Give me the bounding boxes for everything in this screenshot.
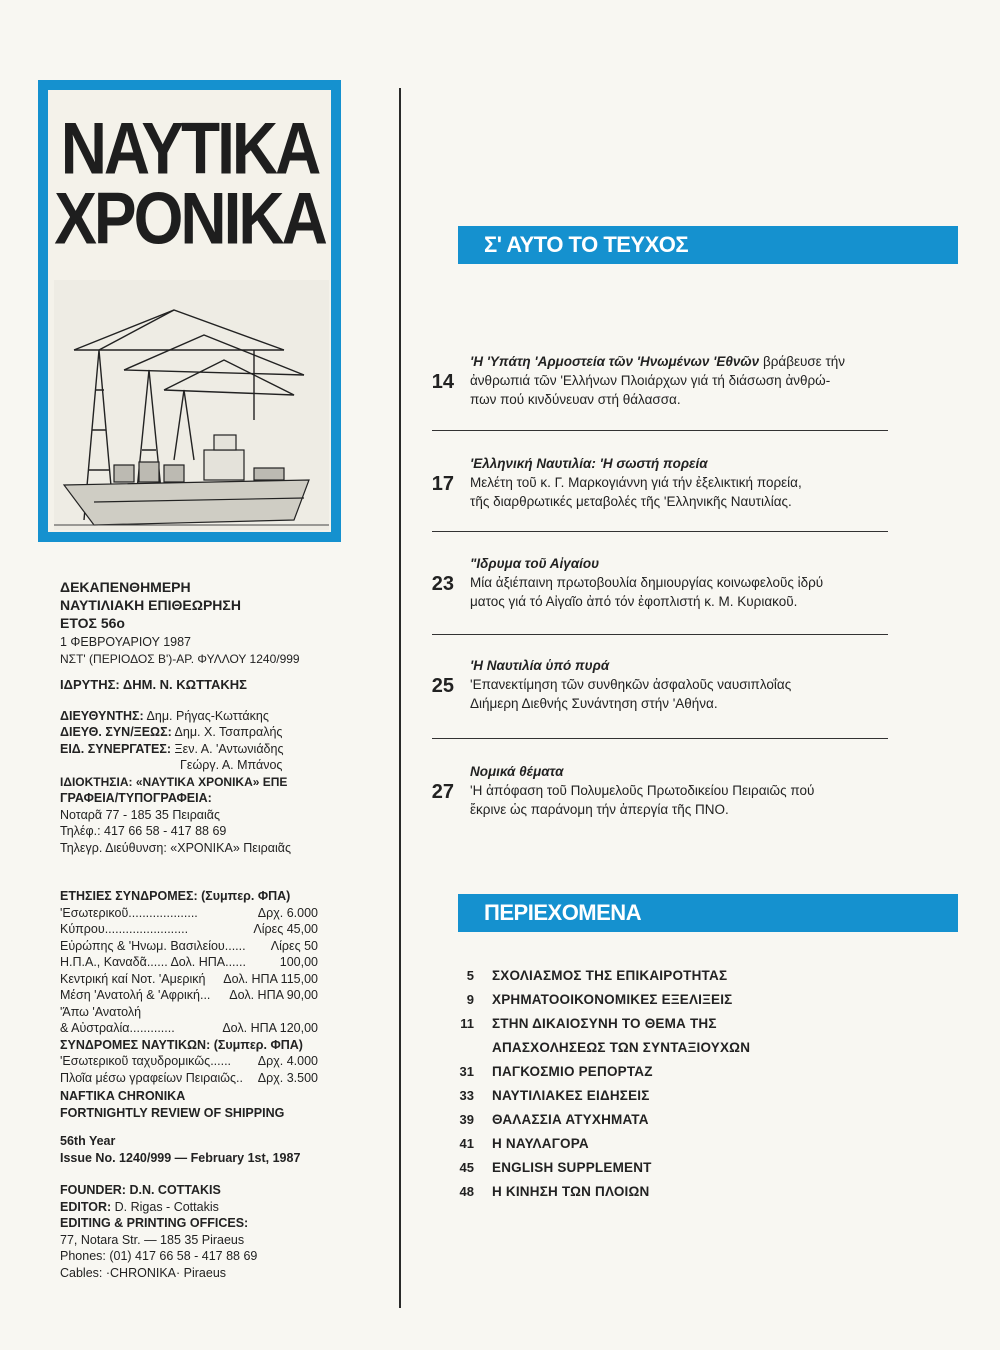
director-label: ΔΙΕΥΘΥΝΤΗΣ:: [60, 708, 144, 723]
masthead-issue: ΝΣΤ' (ΠΕΡΙΟΔΟΣ Β')-ΑΡ. ΦΥΛΛΟΥ 1240/999: [60, 651, 300, 666]
article-desc: Διήμερη Διεθνής Συνάντηση στήν 'Αθήνα.: [470, 696, 718, 711]
article-desc: Μία ἀξιέπαινη πρωτοβουλία δημιουργίας κοινωφελοῦς ἱδρύ: [470, 575, 824, 590]
english-offices: EDITING & PRINTING OFFICES:: [60, 1216, 249, 1230]
contents-item: 33 ΝΑΥΤΙΛΙΑΚΕΣ ΕΙΔΗΣΕΙΣ: [459, 1088, 650, 1103]
article-entry: [422, 656, 902, 713]
column-divider: [399, 88, 401, 1308]
contributors-label: ΕΙΔ. ΣΥΝΕΡΓΑΤΕΣ:: [60, 741, 172, 756]
in-this-issue-header: Σ' ΑΥΤΟ ΤΟ ΤΕΥΧΟΣ: [458, 226, 958, 264]
contributor-2: Γεώργ. Α. Μπάνος: [180, 758, 283, 772]
harbor-cranes-ship-illustration: [54, 280, 329, 530]
masthead-staff: [60, 708, 360, 857]
contents-item: 5 ΣΧΟΛΙΑΣΜΟΣ ΤΗΣ ΕΠΙΚΑΙΡΟΤΗΤΑΣ: [466, 968, 728, 983]
cover-thumbnail: [38, 80, 341, 542]
article-title: 'Η 'Υπάτη 'Αρμοστεία τῶν 'Ηνωμένων 'Εθνῶν βράβευσε τήν: [470, 354, 846, 369]
subscriptions-block: [60, 888, 318, 1086]
contents-list: [432, 964, 812, 1204]
phone: Τηλέφ.: 417 66 58 - 417 88 69: [60, 824, 227, 838]
telegram: Τηλεγρ. Διεύθυνση: «ΧΡΟΝΙΚΑ» Πειραιᾶς: [60, 840, 291, 855]
article-page: 23: [431, 573, 454, 595]
subscriptions-header: ΕΤΗΣΙΕΣ ΣΥΝΔΡΟΜΕΣ: (Συμπερ. ΦΠΑ): [60, 889, 291, 903]
article-page: 25: [431, 675, 454, 697]
contents-item: 31 ΠΑΓΚΟΣΜΙΟ ΡΕΠΟΡΤΑΖ: [459, 1064, 653, 1079]
cover-title-line2: ΧΡΟΝΙΚΑ: [54, 176, 325, 260]
article-title: 'Ελληνική Ναυτιλία: 'Η σωστή πορεία: [470, 456, 708, 471]
english-masthead: [60, 1088, 360, 1281]
article-entry: [422, 762, 902, 819]
contents-item: 9 ΧΡΗΜΑΤΟΟΙΚΟΝΟΜΙΚΕΣ ΕΞΕΛΙΞΕΙΣ: [466, 992, 733, 1007]
masthead-type-line2: ΝΑΥΤΙΛΙΑΚΗ ΕΠΙΘΕΩΡΗΣΗ: [60, 597, 241, 613]
subscription-row: Κύπρου........................ Λίρες 45,00: [60, 922, 318, 936]
masthead-block: [60, 578, 360, 856]
subscription-row: & Αὐστραλία............. Δολ. ΗΠΑ 120,00: [60, 1021, 318, 1035]
subscription-row: 'Άπω 'Ανατολή: [60, 1004, 142, 1019]
english-editor: D. Rigas - Cottakis: [114, 1199, 219, 1214]
article-desc: ματος γιά τό Αἰγαῖο ἀπό τόν ἐφοπλιστή κ. Μ. Κυριακοῦ.: [470, 594, 798, 609]
english-name: NAFTIKA CHRONIKA: [60, 1089, 186, 1103]
cover-title-line1: ΝΑΥΤΙΚΑ: [60, 106, 319, 190]
divider: [432, 634, 888, 635]
coeditor-name: Δημ. Χ. Τσαπραλής: [174, 725, 283, 739]
offices-label: ΓΡΑΦΕΙΑ/ΤΥΠΟΓΡΑΦΕΙΑ:: [60, 791, 212, 805]
contents-item: 11 ΣΤΗΝ ΔΙΚΑΙΟΣΥΝΗ ΤΟ ΘΕΜΑ ΤΗΣ ΑΠΑΣΧΟΛΗΣΕΩΣ ΤΩΝ ΣΥΝΤΑΞΙΟΥΧΩΝ: [460, 1016, 751, 1055]
article-page: 17: [431, 473, 454, 495]
masthead-type-line1: ΔΕΚΑΠΕΝΘΗΜΕΡΗ: [60, 579, 191, 595]
divider: [432, 738, 888, 739]
ownership: ΙΔΙΟΚΤΗΣΙΑ: «ΝΑΥΤΙΚΑ ΧΡΟΝΙΚΑ» ΕΠΕ: [60, 774, 288, 789]
subscription-row: Μέση 'Ανατολή & 'Αφρική... Δολ. ΗΠΑ 90,00: [60, 988, 318, 1002]
english-phones: Phones: (01) 417 66 58 - 417 88 69: [60, 1249, 258, 1263]
english-issue: Issue No. 1240/999 — February 1st, 1987: [60, 1150, 301, 1165]
divider: [432, 430, 888, 431]
english-address: 77, Notara Str. — 185 35 Piraeus: [60, 1232, 245, 1247]
article-entry: [422, 352, 902, 409]
coeditor-label: ΔΙΕΥΘ. ΣΥΝ/ΞΕΩΣ:: [60, 725, 172, 739]
divider: [432, 531, 888, 532]
subscription-row: Πλοῖα μέσω γραφείων Πειραιῶς.. Δρχ. 3.500: [60, 1070, 318, 1085]
english-year: 56th Year: [60, 1134, 116, 1148]
subscription-row: Εὐρώπης & 'Ηνωμ. Βασιλείου...... Λίρες 50: [60, 938, 318, 953]
article-desc: ἔκρινε ὡς παράνομη τήν ἀπεργία τῆς ΠΝΟ.: [470, 802, 729, 817]
contents-item: 39 ΘΑΛΑΣΣΙΑ ΑΤΥΧΗΜΑΤΑ: [459, 1112, 649, 1127]
article-title: Νομικά θέματα: [470, 764, 564, 779]
masthead-year: ΕΤΟΣ 56ο: [60, 615, 125, 631]
masthead-date: 1 ΦΕΒΡΟΥΑΡΙΟΥ 1987: [60, 635, 191, 649]
subscription-row: 'Εσωτερικοῦ ταχυδρομικῶς...... Δρχ. 4.000: [60, 1054, 318, 1068]
article-desc: 'Επανεκτίμηση τῶν συνθηκῶν ἀσφαλοῦς ναυσιπλοΐας: [470, 677, 792, 692]
nautical-subscriptions-header: ΣΥΝΔΡΟΜΕΣ ΝΑΥΤΙΚΩΝ: (Συμπερ. ΦΠΑ): [60, 1037, 303, 1052]
article-desc: πων πού κινδύνευαν στή θάλασσα.: [470, 392, 681, 407]
cover-inner: [48, 90, 331, 532]
contents-item: 45 ENGLISH SUPPLEMENT: [459, 1160, 652, 1175]
contents-item: 48 Η ΚΙΝΗΣΗ ΤΩΝ ΠΛΟΙΩΝ: [459, 1184, 650, 1199]
article-page: 14: [431, 371, 454, 393]
subscription-row: 'Εσωτερικοῦ.................... Δρχ. 6.000: [60, 905, 318, 920]
contents-item: 41 Η ΝΑΥΛΑΓΟΡΑ: [459, 1136, 589, 1151]
contributor-1: Ξεν. Α. 'Αντωνιάδης: [174, 741, 284, 756]
article-desc: Μελέτη τοῦ κ. Γ. Μαρκογιάννη γιά τήν ἐξελικτική πορεία,: [470, 475, 802, 490]
address: Νοταρᾶ 77 - 185 35 Πειραιᾶς: [60, 807, 221, 822]
article-entry: [422, 554, 902, 611]
subscription-row: Κεντρική καί Νοτ. 'Αμερική Δολ. ΗΠΑ 115,00: [60, 971, 318, 986]
article-desc: τῆς διαρθρωτικές μεταβολές τῆς 'Ελληνικῆς Ναυτιλίας.: [470, 494, 792, 509]
contents-header: ΠΕΡΙΕΧΟΜΕΝΑ: [458, 894, 958, 932]
english-subtitle: FORTNIGHTLY REVIEW OF SHIPPING: [60, 1105, 285, 1120]
masthead-founder: ΙΔΡΥΤΗΣ: ΔΗΜ. Ν. ΚΩΤΤΑΚΗΣ: [60, 677, 247, 692]
article-entry: [422, 454, 902, 511]
article-title: 'Η Ναυτιλία ὑπό πυρά: [470, 658, 610, 673]
article-desc: 'Η ἀπόφαση τοῦ Πολυμελοῦς Πρωτοδικείου Πειραιῶς πού: [470, 783, 815, 798]
article-desc: ἀνθρωπιά τῶν 'Ελλήνων Πλοιάρχων γιά τή διάσωση ἀνθρώ-: [470, 373, 831, 388]
english-founder: FOUNDER: D.N. COTTAKIS: [60, 1183, 221, 1197]
article-page: 27: [431, 781, 454, 803]
english-cables: Cables: ·CHRONIKA· Piraeus: [60, 1265, 227, 1280]
english-editor-label: EDITOR:: [60, 1199, 112, 1214]
article-title: "Ιδρυμα τοῦ Αἰγαίου: [470, 556, 600, 571]
director-name: Δημ. Ρήγας-Κωττάκης: [146, 708, 269, 723]
subscription-row: Η.Π.Α., Καναδᾶ...... Δολ. ΗΠΑ...... 100,00: [60, 955, 318, 969]
